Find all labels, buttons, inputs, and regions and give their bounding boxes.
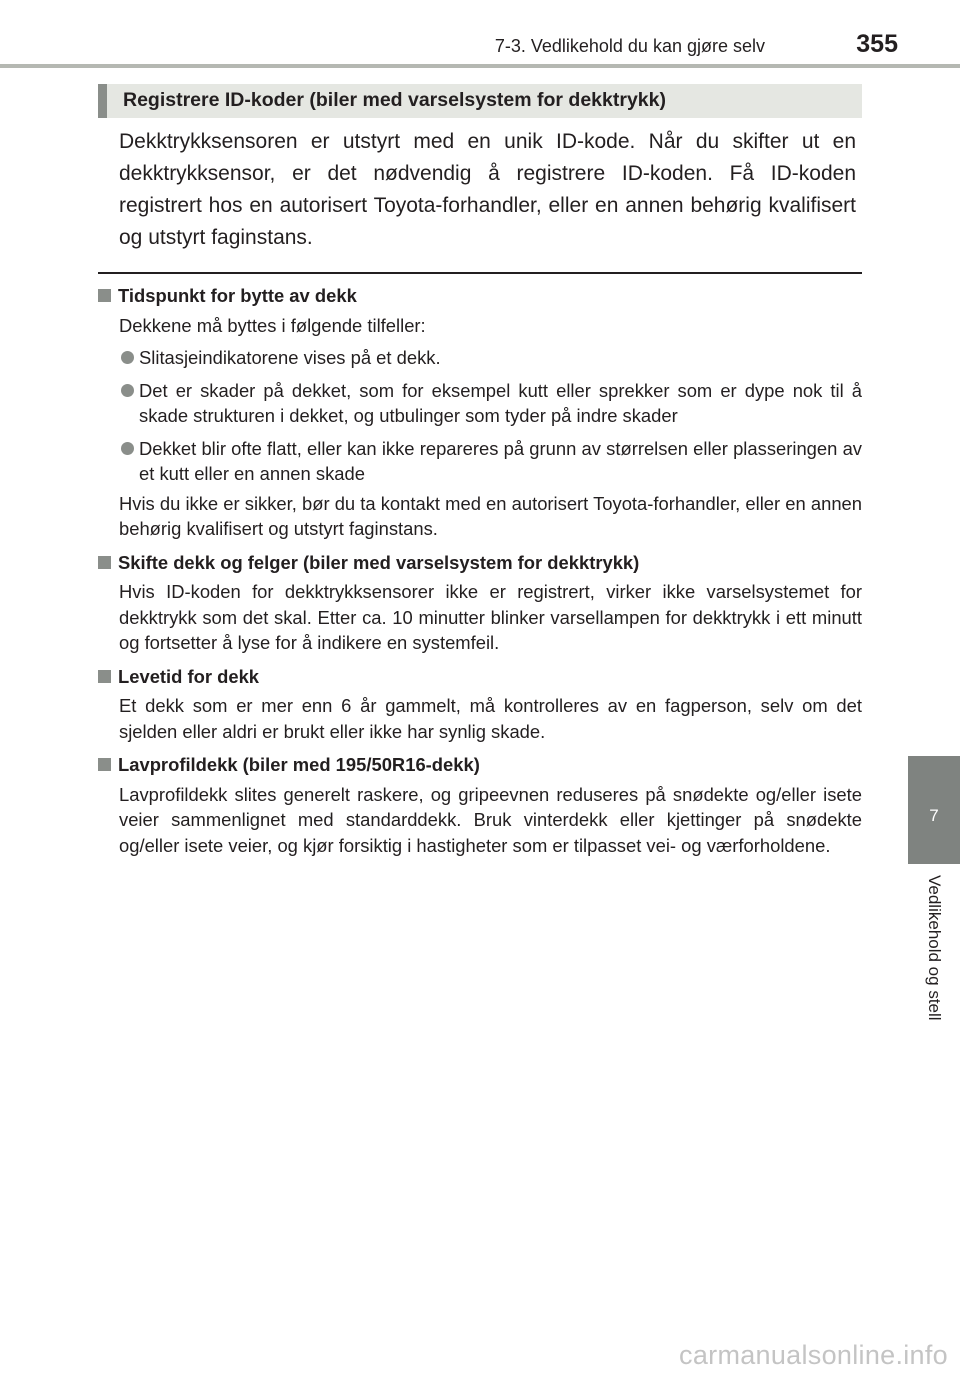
paragraph-tire-lifetime: Et dekk som er mer enn 6 år gammelt, må kontrolleres av en fagperson, selv om det sjelden eller aldri er brukt eller ikke har synlig skade. <box>119 695 862 742</box>
paragraph-low-profile-tires: Lavprofildekk slites generelt raskere, og gripeevnen reduseres på snødekte og/eller isete veier sammenlignet med standarddekk. Bruk vinterdekk eller kjettinger på snødekte og/eller isete veier, og kjør forsiktig i hastigheter som er tilpasset vei- og værforholdene. <box>119 783 862 856</box>
chapter-tab-number: 7 <box>929 806 939 825</box>
section-title: Registrere ID-koder (biler med varselsystem for dekktrykk) <box>123 89 666 111</box>
bullet-often-flat: Dekket blir ofte flatt, eller kan ikke repareres på grunn av størrelsen eller plasseringen av et kutt eller en annen skade <box>98 436 862 487</box>
subheading-low-profile-tires: Lavprofildekk (biler med 195/50R16-dekk) <box>98 752 862 778</box>
chapter-tab <box>908 756 960 864</box>
paragraph-tire-replacement-lead: Dekkene må byttes i følgende tilfeller: <box>119 314 426 336</box>
subheading-tire-lifetime: Levetid for dekk <box>98 664 862 690</box>
page-number: 355 <box>856 30 898 58</box>
intro-paragraph: Dekktrykksensoren er utstyrt med en unik ID-kode. Når du skifter ut en dekktrykksensor, er det nødvendig å registrere ID-koden. Få ID-koden registrert hos en autorisert Toyota-forhandler, eller en annen behørig kvalifisert og utstyrt faginstans. <box>119 130 856 249</box>
bullet-wear-indicators: Slitasjeindikatorene vises på et dekk. <box>98 345 862 371</box>
chapter-tab-label: Vedlikehold og stell <box>925 875 944 1021</box>
section-divider <box>98 272 862 274</box>
section-title-bar <box>98 84 862 118</box>
header-rule <box>0 64 960 68</box>
subheading-tire-replacement: Tidspunkt for bytte av dekk <box>98 283 862 309</box>
paragraph-tire-replacement-tail: Hvis du ikke er sikker, bør du ta kontakt med en autorisert Toyota-forhandler, eller en annen behørig kvalifisert og utstyrt faginstans. <box>119 492 862 539</box>
paragraph-change-tires-wheels: Hvis ID-koden for dekktrykksensorer ikke er registrert, virker ikke varselsystemet for dekktrykk som det skal. Etter ca. 10 minutter blinker varsellampen for dekktrykk i ett minutt og fortsetter å lyse for å indikere en systemfeil. <box>119 581 862 653</box>
subheading-change-tires-wheels: Skifte dekk og felger (biler med varselsystem for dekktrykk) <box>98 550 862 576</box>
running-header-title: 7-3. Vedlikehold du kan gjøre selv <box>494 36 765 56</box>
content-body <box>98 283 862 858</box>
bullet-damage-cuts: Det er skader på dekket, som for eksempel kutt eller sprekker som er dype nok til å skade strukturen i dekket, og utbulinger som tyder på indre skader <box>98 378 862 429</box>
watermark: carmanualsonline.info <box>679 1340 948 1370</box>
